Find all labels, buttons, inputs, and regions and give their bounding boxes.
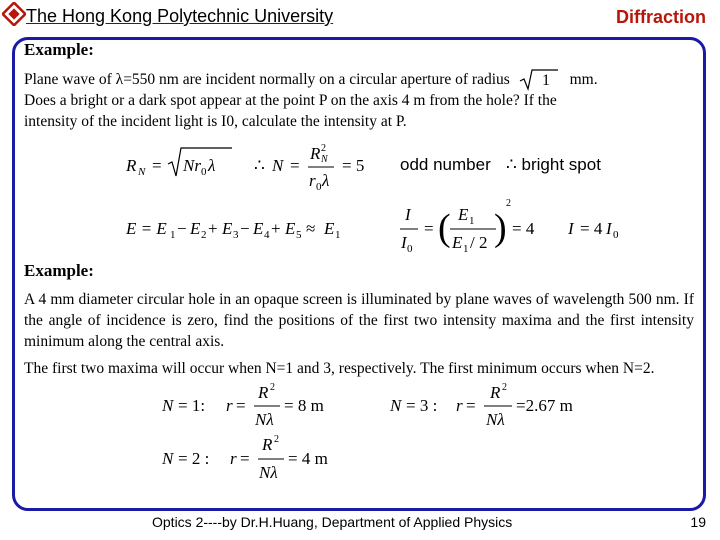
svg-text:4: 4 (264, 229, 270, 241)
svg-text:Nλ: Nλ (255, 410, 274, 429)
svg-text:= 4 m: = 4 m (288, 449, 328, 468)
svg-text:R: R (258, 383, 269, 402)
svg-text:+: + (208, 219, 218, 238)
svg-text:≈: ≈ (306, 219, 316, 238)
svg-text:∴: ∴ (254, 156, 265, 175)
svg-text:N: N (272, 156, 284, 175)
svg-text:R: R (262, 435, 273, 454)
svg-text:= 5: = 5 (342, 156, 365, 175)
svg-text:E: E (190, 219, 201, 238)
example2-text2-full: The first two maxima will occur when N=1 and 3, respectively. The first minimum occurs when N=2. (24, 360, 655, 377)
svg-text:E = E: E = E (126, 219, 167, 238)
svg-text:N: N (162, 449, 174, 468)
svg-text:= 4: = 4 (580, 219, 603, 238)
example1-line3: intensity of the incident light is I0, calculate the intensity at P. (24, 113, 407, 130)
svg-text:5: 5 (296, 229, 302, 241)
odd-number-label: odd number (400, 155, 491, 174)
svg-text:λ: λ (208, 156, 216, 175)
svg-text:=: = (466, 396, 476, 415)
svg-text:= 4: = 4 (512, 219, 535, 238)
svg-text:−: − (240, 219, 250, 238)
svg-text:N: N (162, 396, 174, 415)
example1-line1: Plane wave of λ=550 nm are incident normally on a circular aperture of radius (24, 71, 510, 88)
footer-credit: Optics 2----by Dr.H.Huang, Department of Applied Physics (152, 514, 513, 530)
svg-text:2: 2 (502, 382, 507, 393)
svg-text:λ: λ (322, 171, 330, 190)
svg-text:r: r (456, 396, 463, 415)
svg-text:0: 0 (613, 229, 619, 241)
bright-spot-label: ∴ bright spot (506, 155, 601, 174)
svg-text:Nλ: Nλ (259, 463, 278, 482)
svg-text:): ) (494, 207, 507, 249)
svg-text:r: r (226, 396, 233, 415)
svg-text:E: E (222, 219, 233, 238)
svg-text:=: = (290, 156, 300, 175)
svg-text:2: 2 (274, 434, 279, 445)
svg-text:1: 1 (335, 229, 341, 241)
university-logo (2, 2, 26, 26)
page-number: 19 (690, 514, 706, 530)
example1-text (24, 69, 694, 132)
svg-text:R: R (126, 156, 137, 175)
svg-text:2: 2 (506, 198, 511, 209)
svg-text:=2.67 m: =2.67 m (516, 396, 573, 415)
svg-text:=: = (152, 156, 162, 175)
equation-row-2 (0, 196, 720, 260)
university-name: The Hong Kong Polytechnic University (26, 6, 334, 26)
example1-line1-end: mm. (569, 71, 598, 88)
svg-text:−: − (177, 219, 187, 238)
svg-text:=: = (240, 449, 250, 468)
example2-heading: Example: (24, 261, 94, 280)
svg-text:R: R (310, 144, 321, 163)
svg-text:I: I (405, 205, 411, 224)
svg-text:N: N (321, 154, 328, 165)
svg-text:3: 3 (233, 229, 239, 241)
svg-text:2: 2 (201, 229, 207, 241)
svg-text:N: N (138, 166, 146, 178)
svg-text:/ 2: / 2 (470, 233, 488, 252)
svg-text:I: I (568, 219, 574, 238)
svg-text:E: E (253, 219, 264, 238)
svg-text:= 8 m: = 8 m (284, 396, 324, 415)
svg-text:=: = (424, 219, 434, 238)
svg-text:2: 2 (270, 382, 275, 393)
svg-text:Nr: Nr (183, 156, 201, 175)
svg-text:E: E (324, 219, 335, 238)
svg-text:Nλ: Nλ (486, 410, 505, 429)
equation-row-3 (0, 380, 720, 500)
svg-text:r: r (309, 171, 316, 190)
svg-text:r: r (230, 449, 237, 468)
svg-text:I: I (606, 219, 612, 238)
svg-text:=: = (236, 396, 246, 415)
svg-text:1: 1 (463, 243, 469, 255)
svg-text:0: 0 (407, 243, 413, 255)
svg-text:E: E (458, 205, 469, 224)
svg-text:N: N (390, 396, 402, 415)
svg-text:E: E (285, 219, 296, 238)
svg-text:+: + (271, 219, 281, 238)
svg-text:0: 0 (316, 181, 322, 193)
svg-text:2: 2 (321, 143, 326, 154)
equation-row-1 (0, 140, 720, 200)
svg-text:= 3 :: = 3 : (406, 396, 438, 415)
example1-heading: Example: (24, 40, 94, 59)
radius-value: 1 (541, 72, 550, 89)
svg-text:I: I (401, 233, 407, 252)
svg-text:= 1:: = 1: (178, 396, 206, 415)
svg-text:0: 0 (201, 166, 207, 178)
svg-text:(: ( (438, 207, 451, 249)
example2-text: A 4 mm diameter circular hole in an opaque screen is illuminated by plane waves of wavelength 500 nm. If the angle of incidence is zero, find the positions of the first two intensity maxima and the first intensity minimum along the central axis. (24, 291, 694, 350)
svg-text:= 2 :: = 2 : (178, 449, 210, 468)
svg-text:R: R (490, 383, 501, 402)
example1-line2: Does a bright or a dark spot appear at the point P on the axis 4 m from the hole? If the (24, 92, 557, 109)
svg-text:E: E (452, 233, 463, 252)
svg-text:1: 1 (170, 229, 176, 241)
svg-text:1: 1 (469, 215, 475, 227)
slide-title: Diffraction (616, 7, 706, 27)
